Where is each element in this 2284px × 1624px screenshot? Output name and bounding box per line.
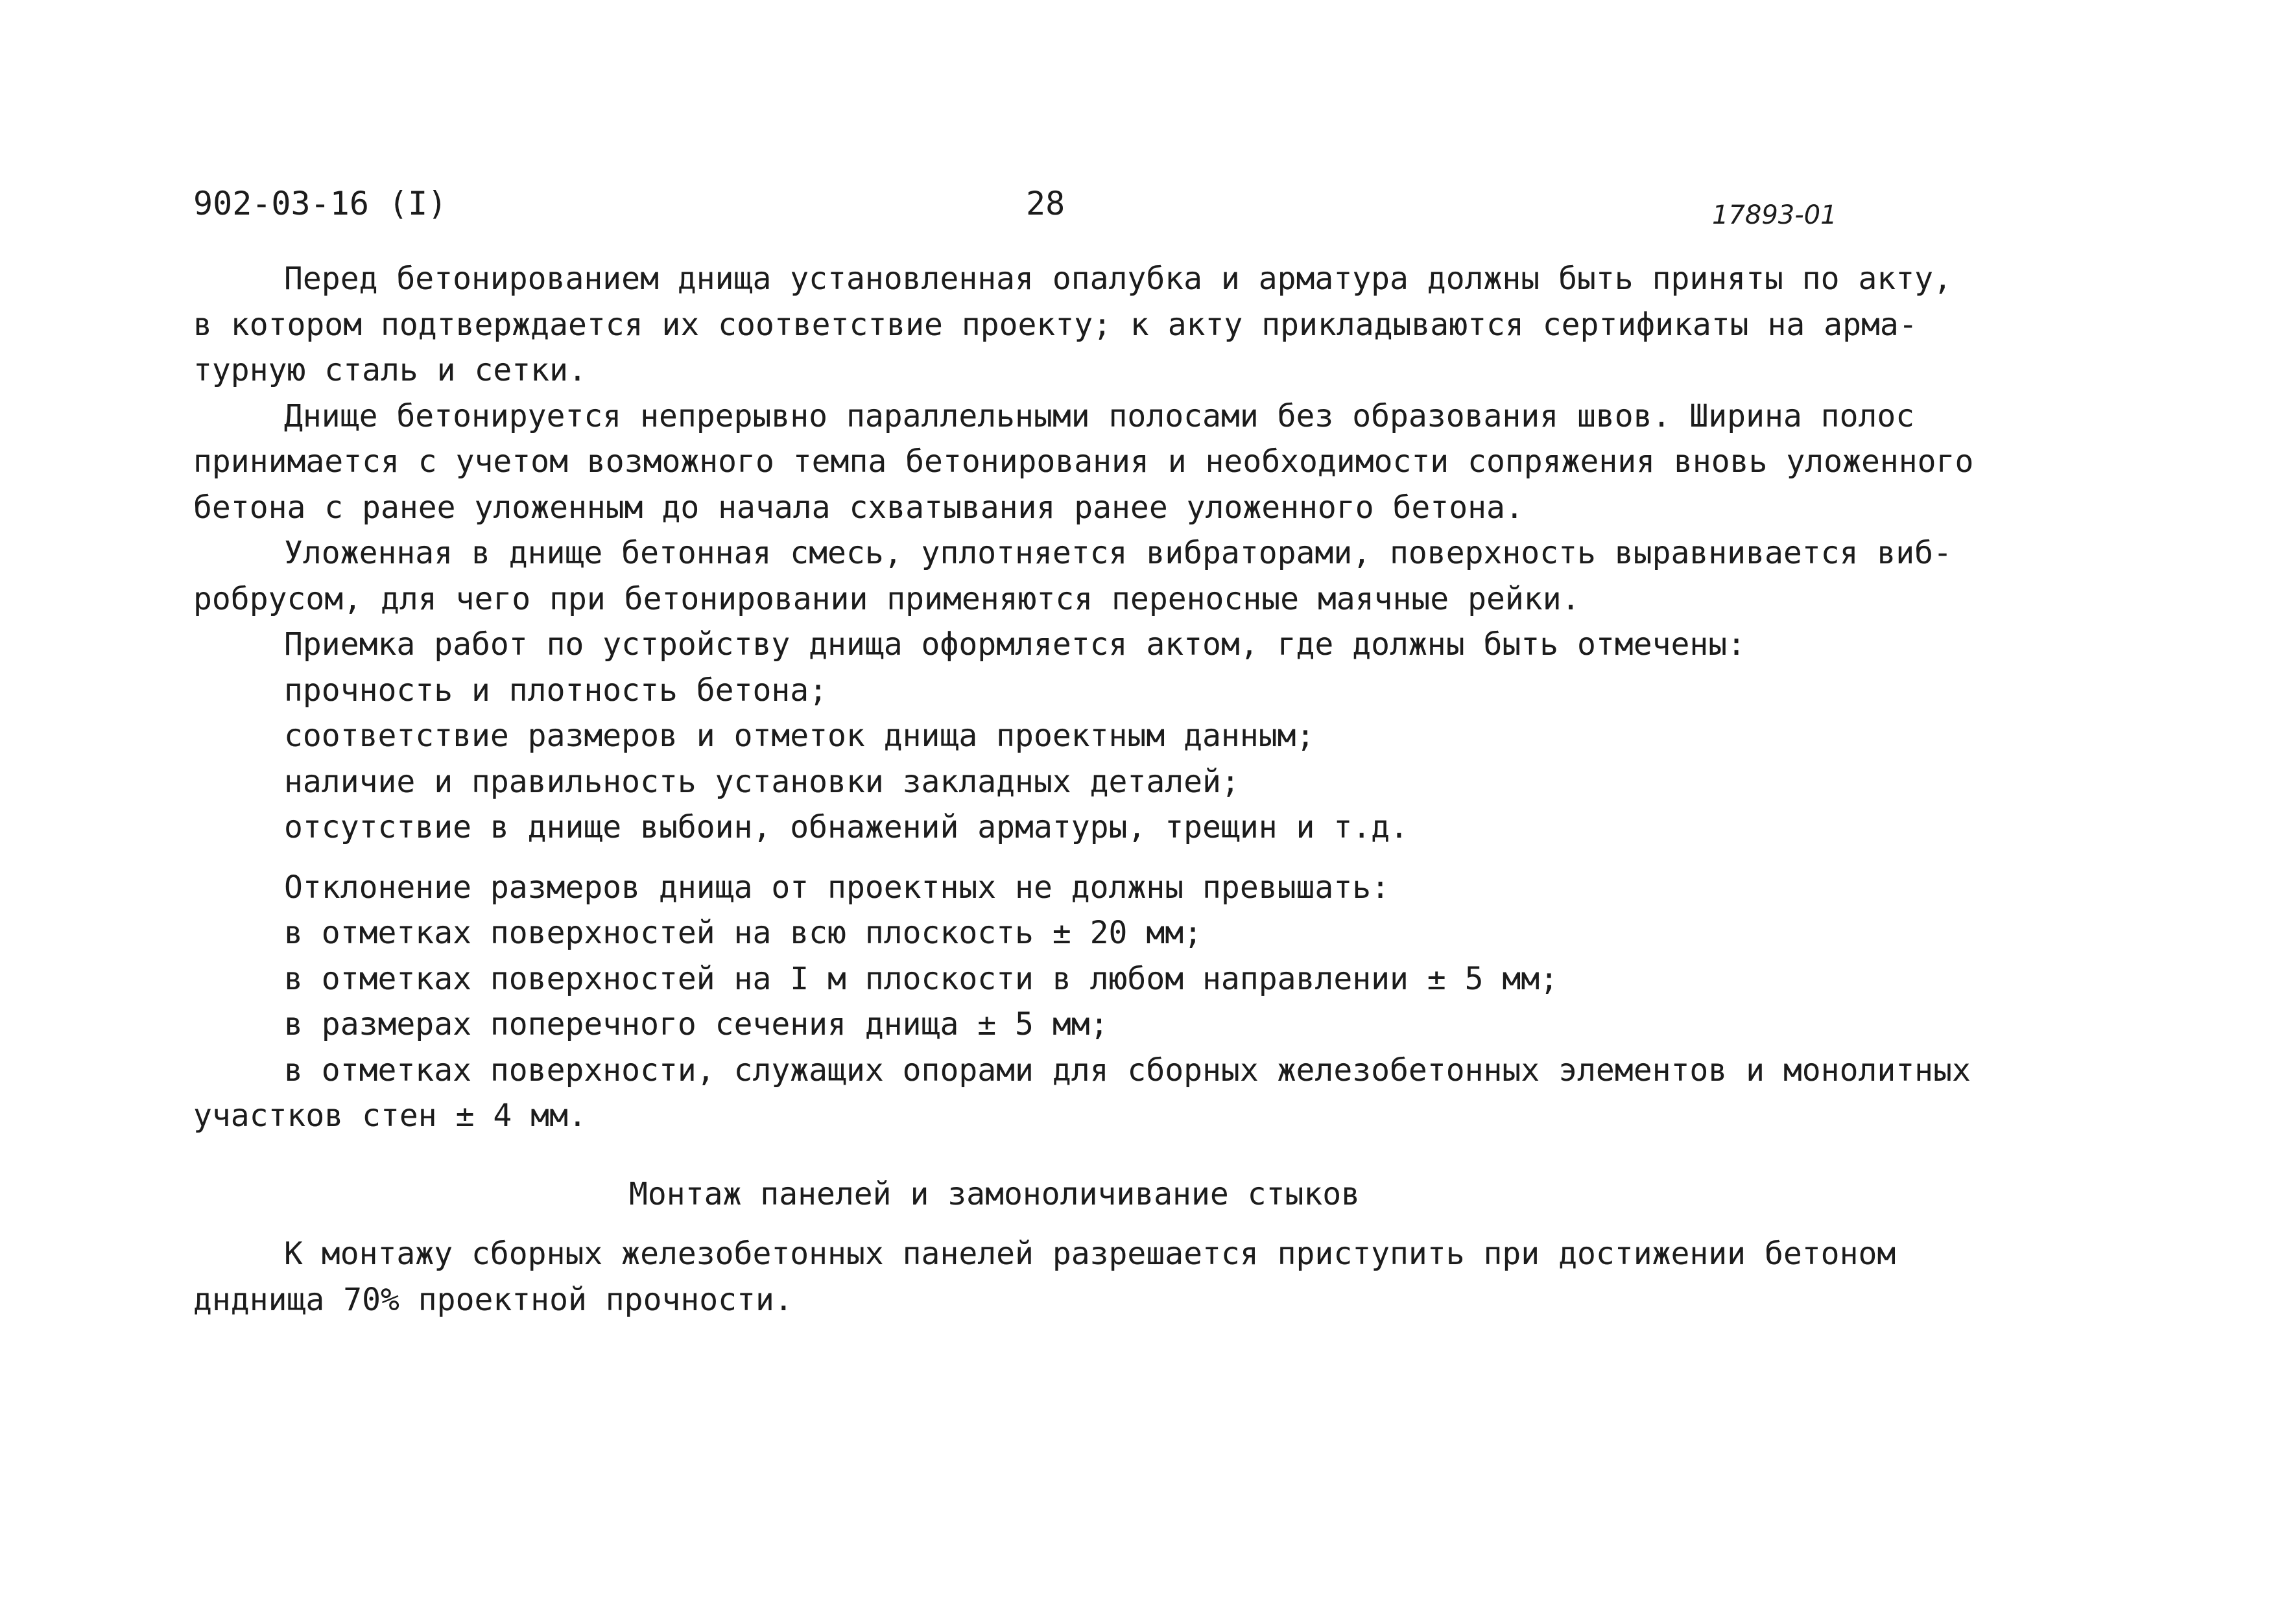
paragraph-line: турную сталь и сетки. [193,352,587,388]
inventory-number: 17893-01 [1712,200,1837,230]
list-item-continuation: участков стен ± 4 мм. [193,1098,587,1134]
paragraph-line: бетона с ранее уложенным до начала схватывания ранее уложенного бетона. [193,489,1524,526]
doc-code: 902-03-16 (I) [193,185,447,222]
document-body [193,256,1974,1323]
paragraph-line: К монтажу сборных железобетонных панелей разрешается приступить при достижении бетоном [284,1236,1896,1272]
list-item: в отметках поверхностей на всю плоскость ± 20 мм; [284,915,1203,951]
paragraph-line: в котором подтверждается их соответствие проекту; к акту прикладываются сертификаты на арма- [193,306,1918,343]
list-item: отсутствие в днище выбоин, обнажений арматуры, трещин и т.д. [284,809,1409,845]
page-number: 28 [1026,185,1065,222]
paragraph-line: Перед бетонированием днища установленная опалубка и арматура должны быть приняты по акту, [284,261,1952,297]
paragraph-line: Днище бетонируется непрерывно параллельными полосами без образования швов. Ширина полос [284,397,1915,434]
list-item: наличие и правильность установки закладных деталей; [284,763,1240,800]
acceptance-intro: Приемка работ по устройству днища оформляется актом, где должны быть отмечены: [284,626,1746,663]
paragraph-line: робрусом, для чего при бетонировании применяются переносные маячные рейки. [193,580,1580,617]
list-item: в отметках поверхностей на I м плоскости в любом направлении ± 5 мм; [284,960,1559,997]
tolerances-intro: Отклонение размеров днища от проектных не должны превышать: [284,869,1390,906]
list-item: соответствие размеров и отметок днища проектным данным; [284,718,1315,754]
paragraph-line: днднища 70% проектной прочности. [193,1281,793,1318]
list-item: прочность и плотность бетона; [284,672,828,709]
list-item: в отметках поверхности, служащих опорами для сборных железобетонных элементов и монолитных [284,1052,1971,1089]
paragraph-line: Уложенная в днище бетонная смесь, уплотняется вибраторами, поверхность выравнивается виб- [284,535,1952,571]
list-item: в размерах поперечного сечения днища ± 5 мм; [284,1006,1109,1042]
section-heading: Монтаж панелей и замоноличивание стыков [629,1175,1361,1212]
paragraph-line: принимается с учетом возможного темпа бетонирования и необходимости сопряжения вновь уложенного [193,443,1974,480]
